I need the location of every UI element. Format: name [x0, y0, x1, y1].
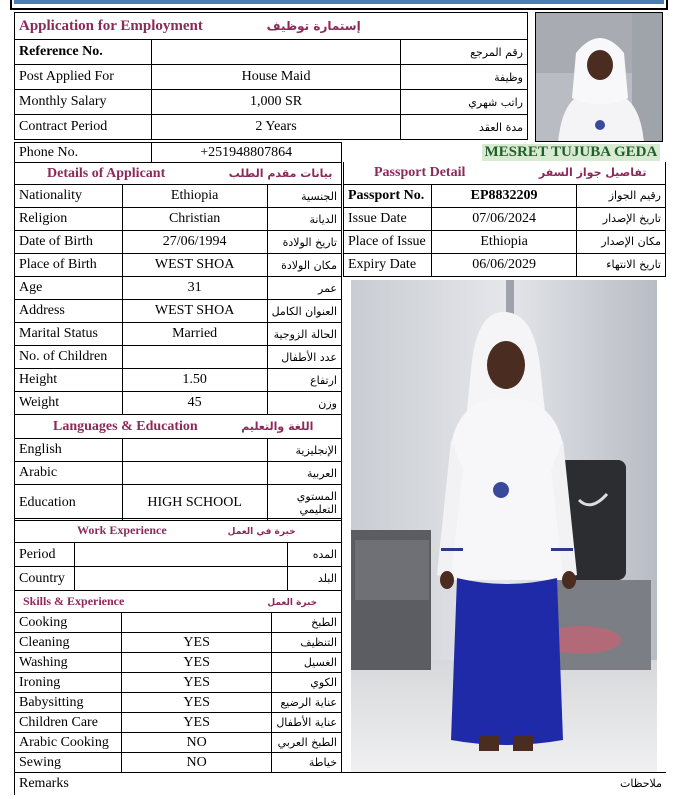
row-label: Education — [15, 485, 123, 521]
languages-header-en: Languages & Education — [53, 418, 198, 434]
row-label-ar: تاريخ الولادة — [267, 231, 341, 254]
table-row — [15, 231, 342, 254]
row-label: Age — [15, 277, 123, 300]
work-table — [14, 518, 342, 591]
row-label-ar: راتب شهري — [401, 90, 528, 115]
row-value: YES — [122, 713, 272, 733]
row-label-ar: الديانة — [267, 208, 341, 231]
skills-header-en: Skills & Experience — [23, 594, 125, 608]
row-value — [74, 567, 287, 591]
row-value: 1,000 SR — [151, 90, 400, 115]
row-value: YES — [122, 693, 272, 713]
header-table — [14, 12, 528, 140]
remarks-label: Remarks — [15, 773, 467, 795]
table-row — [15, 753, 342, 773]
remarks-label-ar: ملاحظات — [466, 773, 666, 795]
row-label: Monthly Salary — [15, 90, 152, 115]
row-label: Country — [15, 567, 75, 591]
row-label: Contract Period — [15, 115, 152, 140]
table-row — [15, 208, 342, 231]
table-row — [344, 207, 666, 230]
row-label: Washing — [15, 653, 122, 673]
row-value: Married — [122, 323, 267, 346]
row-label: English — [15, 439, 123, 462]
applicant-table — [14, 162, 342, 521]
row-value: Ethiopia — [431, 230, 576, 253]
table-row — [15, 300, 342, 323]
applicant-header-ar: بيانات مقدم الطلب — [228, 166, 333, 180]
row-label: Religion — [15, 208, 123, 231]
row-value: YES — [122, 633, 272, 653]
passport-table — [343, 162, 666, 277]
row-label: Period — [15, 543, 75, 567]
row-value: YES — [122, 653, 272, 673]
section-header-passport — [344, 162, 666, 184]
row-label: Arabic — [15, 462, 123, 485]
top-frame — [10, 0, 668, 10]
row-value: 1.50 — [122, 369, 267, 392]
row-label-ar: وظيفة — [401, 65, 528, 90]
row-label-ar: رقيم الجواز — [577, 184, 666, 207]
row-label: Issue Date — [344, 207, 432, 230]
table-row — [15, 485, 342, 521]
table-row — [15, 733, 342, 753]
table-row — [15, 693, 342, 713]
table-row — [15, 185, 342, 208]
row-label: Cooking — [15, 613, 122, 633]
row-label-ar: عناية الأطفال — [272, 713, 342, 733]
applicant-header-en: Details of Applicant — [47, 165, 166, 181]
phone-label: Phone No. — [15, 143, 152, 163]
section-header-applicant — [15, 163, 342, 185]
row-value: NO — [122, 753, 272, 773]
row-label-ar: عدد الأطفال — [267, 346, 341, 369]
languages-header-ar: اللغة والتعليم — [241, 419, 314, 433]
row-value — [122, 346, 267, 369]
row-label-ar: التنظيف — [272, 633, 342, 653]
phone-value: +251948807864 — [151, 143, 341, 163]
row-label: Place of Birth — [15, 254, 123, 277]
row-value: 2 Years — [151, 115, 400, 140]
candidate-name: MESRET TUJUBA GEDA — [482, 144, 661, 161]
row-value: 07/06/2024 — [431, 207, 576, 230]
row-value — [74, 543, 287, 567]
table-row — [15, 369, 342, 392]
row-label: Height — [15, 369, 123, 392]
row-label: Cleaning — [15, 633, 122, 653]
row-label-ar: مدة العقد — [401, 115, 528, 140]
table-row — [344, 184, 666, 207]
table-row — [15, 462, 342, 485]
row-label: Expiry Date — [344, 253, 432, 276]
name-cell — [341, 143, 666, 163]
table-row — [15, 65, 528, 90]
skills-header-ar: خبرة العمل — [267, 598, 318, 608]
row-label: Arabic Cooking — [15, 733, 122, 753]
row-label: Sewing — [15, 753, 122, 773]
row-label-ar: الجنسية — [267, 185, 341, 208]
table-row — [344, 253, 666, 276]
table-row — [15, 277, 342, 300]
table-row — [15, 115, 528, 140]
table-row — [15, 254, 342, 277]
row-label-ar: تاريخ الانتهاء — [577, 253, 666, 276]
table-row — [15, 392, 342, 415]
form-title — [15, 13, 528, 40]
row-label-ar: الإنجليزية — [267, 439, 341, 462]
passport-header-ar: تفاصيل جواز السفر — [538, 165, 647, 179]
title-en: Application for Employment — [19, 17, 203, 34]
row-label-ar: الحالة الزوجية — [267, 323, 341, 346]
row-label-ar: مكان الإصدار — [577, 230, 666, 253]
row-label-ar: تاريخ الإصدار — [577, 207, 666, 230]
row-label-ar: رقم المرجع — [401, 40, 528, 65]
top-accent-line — [14, 0, 664, 4]
row-label-ar: ارتفاع — [267, 369, 341, 392]
row-value — [122, 613, 272, 633]
row-value — [151, 40, 400, 65]
table-row — [15, 439, 342, 462]
row-label-ar: خياطة — [272, 753, 342, 773]
row-label: Post Applied For — [15, 65, 152, 90]
row-label: Reference No. — [15, 40, 152, 65]
row-value: Ethiopia — [122, 185, 267, 208]
row-value: YES — [122, 673, 272, 693]
work-header-en: Work Experience — [77, 523, 167, 537]
phone-name-table — [14, 142, 666, 163]
row-label: Nationality — [15, 185, 123, 208]
skills-table — [14, 590, 342, 773]
row-value: WEST SHOA — [122, 300, 267, 323]
row-label-ar: المده — [288, 543, 342, 567]
row-label: Passport No. — [344, 184, 432, 207]
row-value: WEST SHOA — [122, 254, 267, 277]
work-header-ar: خبرة في العمل — [227, 527, 296, 537]
row-label-ar: مكان الولادة — [267, 254, 341, 277]
row-label-ar: العنوان الكامل — [267, 300, 341, 323]
title-ar: إستمارة توظيف — [266, 18, 361, 33]
table-row — [15, 713, 342, 733]
row-label-ar: عناية الرضيع — [272, 693, 342, 713]
row-label-ar: العربية — [267, 462, 341, 485]
row-label-ar: الطبخ العربي — [272, 733, 342, 753]
row-label: Children Care — [15, 713, 122, 733]
row-label: Weight — [15, 392, 123, 415]
row-label: Date of Birth — [15, 231, 123, 254]
row-value: HIGH SCHOOL — [122, 485, 267, 521]
row-label-ar: المستوي التعليمي — [267, 485, 341, 521]
row-label-ar: البلد — [288, 567, 342, 591]
portrait-photo — [535, 12, 663, 142]
row-value — [122, 439, 267, 462]
table-row — [15, 346, 342, 369]
row-label: Address — [15, 300, 123, 323]
row-value: 31 — [122, 277, 267, 300]
table-row — [15, 613, 342, 633]
row-label: Babysitting — [15, 693, 122, 713]
table-row — [344, 230, 666, 253]
row-label-ar: وزن — [267, 392, 341, 415]
row-label: No. of Children — [15, 346, 123, 369]
row-value: Christian — [122, 208, 267, 231]
table-row — [15, 567, 342, 591]
section-header-skills — [15, 591, 342, 613]
row-value — [122, 462, 267, 485]
remarks-table — [14, 772, 666, 795]
table-row — [15, 633, 342, 653]
table-row — [15, 543, 342, 567]
row-value: NO — [122, 733, 272, 753]
row-value: House Maid — [151, 65, 400, 90]
passport-header-en: Passport Detail — [374, 164, 466, 180]
section-header-work — [15, 519, 342, 543]
row-label: Place of Issue — [344, 230, 432, 253]
row-value: 45 — [122, 392, 267, 415]
table-row — [15, 653, 342, 673]
row-label-ar: عمر — [267, 277, 341, 300]
row-label-ar: الطبخ — [272, 613, 342, 633]
table-row — [15, 323, 342, 346]
row-label: Marital Status — [15, 323, 123, 346]
row-value: EP8832209 — [431, 184, 576, 207]
section-header-languages — [15, 415, 342, 439]
table-row — [15, 673, 342, 693]
row-label: Ironing — [15, 673, 122, 693]
row-value: 06/06/2029 — [431, 253, 576, 276]
table-row — [15, 90, 528, 115]
row-label-ar: الكوي — [272, 673, 342, 693]
row-value: 27/06/1994 — [122, 231, 267, 254]
table-row — [15, 40, 528, 65]
full-body-photo — [351, 280, 657, 772]
row-label-ar: الغسيل — [272, 653, 342, 673]
